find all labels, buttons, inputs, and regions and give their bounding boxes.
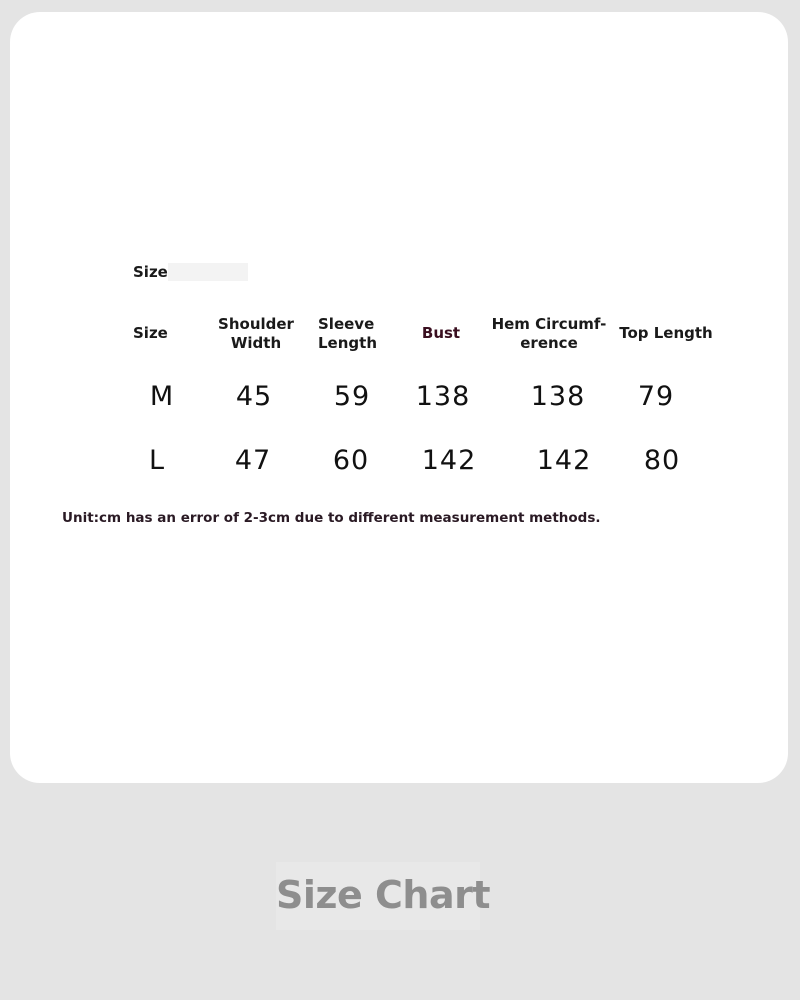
table-cell-top-length: 80 xyxy=(643,445,681,476)
column-header-hem-circumference xyxy=(488,315,610,353)
table-cell-size: M xyxy=(149,381,175,412)
table-cell-bust: 138 xyxy=(415,381,471,412)
column-header-label: Length xyxy=(318,334,377,352)
column-header-label: Size xyxy=(133,324,168,342)
table-cell-hem-circumference: 138 xyxy=(530,381,586,412)
table-cell-sleeve-length: 59 xyxy=(333,381,371,412)
table-cell-bust: 142 xyxy=(421,445,477,476)
column-header-shoulder-width xyxy=(206,315,306,353)
column-header-size xyxy=(133,324,173,343)
table-cell-sleeve-length: 60 xyxy=(332,445,370,476)
column-header-label: Bust xyxy=(421,324,461,342)
column-header-bust xyxy=(411,324,471,343)
column-header-label: Shoulder xyxy=(218,315,294,333)
table-cell-shoulder-width: 45 xyxy=(235,381,273,412)
table-cell-size: L xyxy=(148,445,166,476)
size-chart-title: Size Chart xyxy=(276,862,480,930)
table-cell-hem-circumference: 142 xyxy=(536,445,592,476)
table-title: Size xyxy=(133,263,248,281)
table-cell-shoulder-width: 47 xyxy=(234,445,272,476)
column-header-label: Hem Circumf- xyxy=(491,315,607,333)
column-header-top-length xyxy=(616,324,716,343)
column-header-label: Top Length xyxy=(619,324,713,342)
column-header-label: erence xyxy=(520,334,578,352)
column-header-label: Sleeve xyxy=(318,315,375,333)
table-cell-top-length: 79 xyxy=(637,381,675,412)
column-header-label: Width xyxy=(230,334,282,352)
column-header-sleeve-length xyxy=(318,315,380,353)
measurement-note: Unit:cm has an error of 2-3cm due to different measurement methods. xyxy=(62,510,601,526)
